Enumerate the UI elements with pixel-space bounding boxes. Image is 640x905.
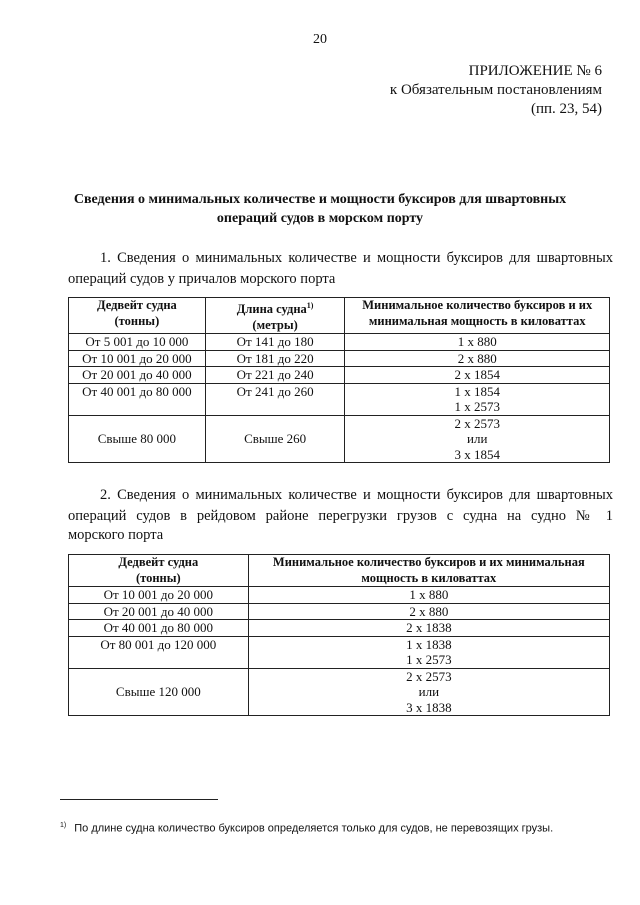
header-deadweight-l1: Дедвейт судна bbox=[118, 555, 199, 569]
table-row bbox=[69, 636, 610, 668]
header-length bbox=[205, 298, 345, 334]
header-deadweight-l2: (тонны) bbox=[135, 570, 181, 585]
tugs-option: 1 x 1838 bbox=[406, 636, 452, 652]
cell-tugs: 1 x 880 bbox=[345, 334, 610, 351]
table-row bbox=[69, 587, 610, 604]
cell-tugs bbox=[345, 383, 610, 415]
table-row bbox=[69, 334, 610, 351]
table-row bbox=[69, 668, 610, 716]
cell-tugs bbox=[248, 636, 609, 668]
cell-length: Свыше 260 bbox=[205, 415, 345, 463]
tugs-or: или bbox=[467, 431, 488, 447]
section2-paragraph-end: морского порта bbox=[68, 527, 164, 543]
footnote-marker: 1) bbox=[306, 301, 314, 310]
cell-deadweight: От 10 001 до 20 000 bbox=[69, 350, 206, 367]
cell-length: От 241 до 260 bbox=[205, 383, 345, 415]
cell-deadweight: От 20 001 до 40 000 bbox=[69, 367, 206, 384]
table-row bbox=[69, 415, 610, 463]
cell-tugs: 2 x 880 bbox=[248, 603, 609, 620]
cell-deadweight: От 40 001 до 80 000 bbox=[69, 620, 249, 637]
cell-deadweight: От 10 001 до 20 000 bbox=[69, 587, 249, 604]
cell-tugs bbox=[248, 668, 609, 716]
header-deadweight-l1: Дедвейт судна bbox=[96, 298, 177, 312]
table-row bbox=[69, 603, 610, 620]
table-row bbox=[69, 620, 610, 637]
tugs-option: 3 x 1854 bbox=[454, 446, 500, 462]
header-deadweight-l2: (тонны) bbox=[114, 313, 160, 328]
footnote bbox=[60, 822, 553, 835]
cell-tugs: 2 x 1838 bbox=[248, 620, 609, 637]
header-tugs bbox=[248, 555, 609, 587]
appendix-line2: к Обязательным постановлениям bbox=[389, 82, 602, 98]
main-title-line1: Сведения о минимальных количестве и мощности буксиров для швартовных bbox=[73, 192, 567, 207]
header-deadweight bbox=[69, 555, 249, 587]
tugs-or: или bbox=[418, 684, 440, 699]
cell-deadweight: От 5 001 до 10 000 bbox=[69, 334, 206, 351]
tugs-option: 1 x 2573 bbox=[406, 652, 452, 667]
cell-deadweight: От 40 001 до 80 000 bbox=[69, 383, 206, 415]
header-tugs bbox=[345, 298, 610, 334]
table-row bbox=[69, 350, 610, 367]
appendix-reference bbox=[390, 62, 602, 119]
main-title-line2: операций судов в морском порту bbox=[216, 211, 424, 226]
appendix-line3: (пп. 23, 54) bbox=[530, 101, 602, 117]
tugs-option: 2 x 2573 bbox=[454, 415, 500, 431]
header-length-l1: Длина судна bbox=[236, 302, 307, 317]
cell-tugs: 2 x 880 bbox=[345, 350, 610, 367]
cell-deadweight: От 80 001 до 120 000 bbox=[69, 636, 249, 668]
cell-tugs: 2 x 1854 bbox=[345, 367, 610, 384]
appendix-title: ПРИЛОЖЕНИЕ № 6 bbox=[468, 63, 602, 79]
section2-paragraph: 2. Сведения о минимальных количестве и мощности буксиров для швартовных операций судов в рейдовом районе перегрузки грузов с судна на судно № 1 bbox=[68, 487, 613, 524]
cell-tugs bbox=[345, 415, 610, 463]
footnote-divider bbox=[60, 799, 218, 800]
tugs-option: 1 x 1854 bbox=[454, 383, 500, 399]
header-deadweight bbox=[69, 298, 206, 334]
header-tugs-l1: Минимальное количество буксиров и их bbox=[362, 298, 593, 312]
tugs-option: 2 x 2573 bbox=[406, 668, 452, 684]
page-number: 20 bbox=[313, 32, 327, 47]
cell-length: От 141 до 180 bbox=[205, 334, 345, 351]
table-row bbox=[69, 367, 610, 384]
footnote-marker: 1) bbox=[60, 822, 67, 829]
cell-deadweight: Свыше 120 000 bbox=[69, 668, 249, 716]
header-tugs-l2: минимальная мощность в киловаттах bbox=[368, 313, 586, 328]
section1-paragraph: 1. Сведения о минимальных количестве и мощности буксиров для швартовных операций судов у причалов морского порта bbox=[68, 250, 613, 287]
roadstead-tugs-table bbox=[68, 554, 610, 716]
table-header-row bbox=[69, 555, 610, 587]
cell-tugs: 1 x 880 bbox=[248, 587, 609, 604]
table-row bbox=[69, 383, 610, 415]
header-length-l2: (метры) bbox=[252, 317, 298, 332]
tugs-option: 1 x 2573 bbox=[454, 399, 500, 415]
cell-deadweight: Свыше 80 000 bbox=[69, 415, 206, 463]
table-header-row bbox=[69, 298, 610, 334]
cell-length: От 181 до 220 bbox=[205, 350, 345, 367]
tugs-option: 3 x 1838 bbox=[406, 699, 452, 715]
footnote-text: По длине судна количество буксиров определяется только для судов, не перевозящих грузы. bbox=[74, 822, 554, 835]
berth-tugs-table bbox=[68, 297, 610, 463]
cell-length: От 221 до 240 bbox=[205, 367, 345, 384]
header-tugs-l2: мощность в киловаттах bbox=[361, 570, 497, 585]
cell-deadweight: От 20 001 до 40 000 bbox=[69, 603, 249, 620]
main-title bbox=[40, 190, 600, 228]
header-tugs-l1: Минимальное количество буксиров и их минимальная bbox=[272, 555, 585, 569]
